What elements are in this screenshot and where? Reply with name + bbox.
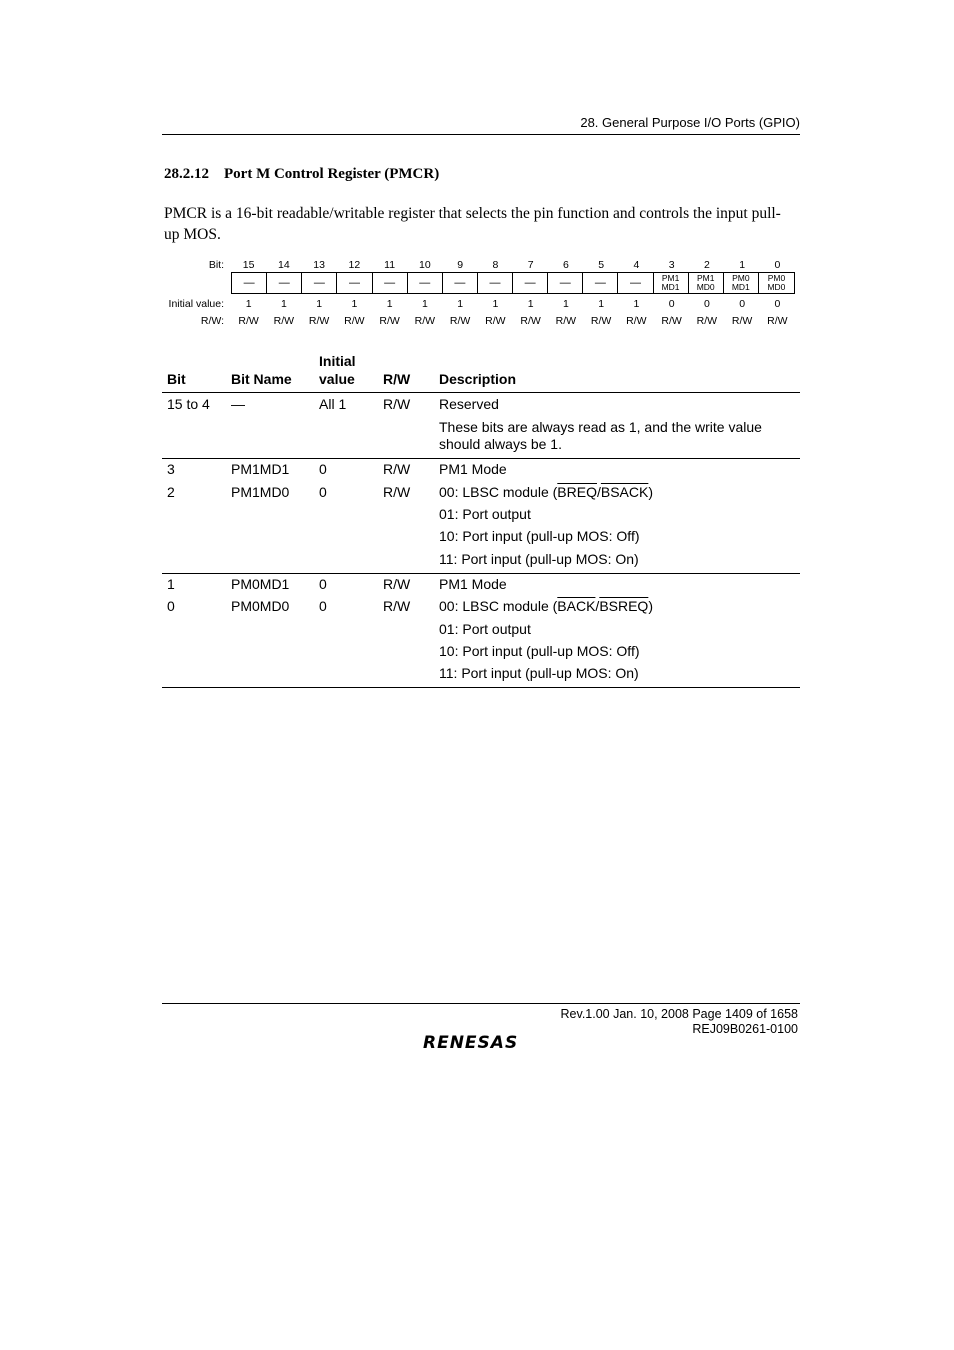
initial-11: 1 [386, 298, 393, 310]
rw-10: R/W [414, 315, 436, 327]
initial-3: 0 [668, 298, 675, 310]
initial-6: 1 [562, 298, 569, 310]
g2-desc-11: 11: Port input (pull-up MOS: On) [439, 551, 639, 567]
g2-r2-desc [439, 484, 653, 500]
rw-13: R/W [308, 315, 330, 327]
footer-revision: Rev.1.00 Jan. 10, 2008 Page 1409 of 1658 [560, 1007, 798, 1021]
initial-15: 1 [245, 298, 252, 310]
g3-r2-bit: 0 [167, 598, 175, 614]
rw-1: R/W [731, 315, 753, 327]
rw-8: R/W [485, 315, 506, 327]
rw-4: R/W [626, 315, 647, 327]
g2-desc-01: 01: Port output [439, 506, 531, 522]
g3-r1-bit: 1 [167, 576, 175, 592]
signal-breq: BREQ [557, 484, 597, 500]
col-header-bit-name: Bit Name [231, 371, 292, 387]
initial-8: 1 [492, 298, 499, 310]
initial-2: 0 [703, 298, 710, 310]
rw-9: R/W [449, 315, 471, 327]
bits-8: 8 [492, 259, 499, 271]
g3-desc-sep: / [595, 598, 600, 614]
register-bit-7: — [513, 273, 548, 293]
bit-numbers-row [231, 259, 795, 271]
bits-12: 12 [348, 259, 361, 271]
table-row-rule-2 [162, 573, 800, 574]
g1-rw: R/W [383, 396, 411, 412]
col-header-rw: R/W [383, 371, 411, 387]
g3-r2-initial: 0 [319, 598, 327, 614]
g3-r1-name: PM0MD1 [231, 576, 290, 592]
register-bit-10: — [408, 273, 443, 293]
rw-label: R/W: [200, 315, 224, 327]
footer-doc-number: REJ09B0261-0100 [692, 1022, 798, 1036]
g2-r1-initial: 0 [319, 461, 327, 477]
g1-bit-name: — [231, 396, 245, 412]
register-bit-11: — [373, 273, 408, 293]
col-header-value: value [319, 371, 355, 387]
initial-7: 1 [527, 298, 534, 310]
header-rule [162, 134, 800, 135]
initial-4: 1 [633, 298, 640, 310]
initial-values-row [231, 298, 795, 310]
register-bit-15: — [232, 273, 267, 293]
bits-5: 5 [598, 259, 605, 271]
running-header: 28. General Purpose I/O Ports (GPIO) [580, 115, 800, 130]
bits-10: 10 [419, 259, 431, 271]
bits-6: 6 [562, 259, 569, 271]
g2-r2-bit: 2 [167, 484, 175, 500]
initial-9: 1 [457, 298, 464, 310]
bits-13: 13 [313, 259, 325, 271]
initial-0: 0 [774, 298, 781, 310]
table-bottom-rule [162, 687, 800, 688]
rw-15: R/W [238, 315, 259, 327]
footer-rule [162, 1003, 800, 1004]
bits-14: 14 [278, 259, 290, 271]
bits-4: 4 [633, 259, 640, 271]
initial-value-label: Initial value: [168, 298, 224, 310]
initial-14: 1 [280, 298, 287, 310]
bits-7: 7 [527, 259, 534, 271]
g2-r1-desc: PM1 Mode [439, 461, 507, 477]
g2-r2-initial: 0 [319, 484, 327, 500]
g3-r2-name: PM0MD0 [231, 598, 290, 614]
renesas-logo: RENESAS [423, 1033, 519, 1053]
signal-bsack: BSACK [600, 484, 649, 500]
register-bit-2: PM1 MD0 [689, 273, 724, 293]
signal-back: BACK [557, 598, 596, 614]
rw-2: R/W [696, 315, 718, 327]
register-bit-6: — [548, 273, 583, 293]
g3-r2-desc [439, 598, 653, 614]
g1-desc-title: Reserved [439, 396, 499, 412]
g1-initial: All 1 [319, 396, 347, 412]
initial-1: 0 [739, 298, 746, 310]
g3-desc-post: ) [648, 598, 653, 614]
register-bit-boxes [231, 272, 795, 294]
g2-desc-10: 10: Port input (pull-up MOS: Off) [439, 528, 640, 544]
g3-r1-rw: R/W [383, 576, 411, 592]
register-bit-3: PM1 MD1 [654, 273, 689, 293]
g2-desc-pre: 00: LBSC module ( [439, 484, 558, 500]
register-bit-1: PM0 MD1 [724, 273, 759, 293]
g3-desc-10: 10: Port input (pull-up MOS: Off) [439, 643, 640, 659]
rw-6: R/W [555, 315, 577, 327]
g2-r1-bit: 3 [167, 461, 175, 477]
register-bit-8: — [478, 273, 513, 293]
g3-desc-01: 01: Port output [439, 621, 531, 637]
g2-desc-post: ) [648, 484, 654, 500]
bits-1: 1 [739, 259, 746, 271]
intro-paragraph: PMCR is a 16-bit readable/writable register that selects the pin function and controls the input pull-up MOS. [164, 205, 781, 243]
g2-r2-rw: R/W [383, 484, 411, 500]
bits-0: 0 [774, 259, 781, 271]
col-header-initial: Initial [319, 353, 356, 369]
register-bit-9: — [443, 273, 478, 293]
bits-3: 3 [668, 259, 675, 271]
register-bit-12: — [337, 273, 372, 293]
col-header-bit: Bit [167, 371, 186, 387]
initial-12: 1 [351, 298, 358, 310]
bits-11: 11 [384, 259, 396, 271]
rw-0: R/W [767, 315, 788, 327]
register-bit-5: — [583, 273, 618, 293]
initial-13: 1 [316, 298, 323, 310]
g2-r2-name: PM1MD0 [231, 484, 290, 500]
rw-11: R/W [379, 315, 400, 327]
rw-3: R/W [661, 315, 682, 327]
bits-2: 2 [703, 259, 710, 271]
rw-12: R/W [344, 315, 365, 327]
g1-bit: 15 to 4 [167, 396, 210, 412]
g2-r1-name: PM1MD1 [231, 461, 290, 477]
g2-r1-rw: R/W [383, 461, 411, 477]
bit-label: Bit: [208, 259, 224, 271]
register-bit-14: — [267, 273, 302, 293]
register-bit-4: — [618, 273, 653, 293]
section-heading [164, 166, 439, 183]
bits-15: 15 [242, 259, 255, 271]
register-bit-0: PM0 MD0 [767, 273, 786, 292]
initial-10: 1 [421, 298, 428, 310]
rw-5: R/W [590, 315, 612, 327]
bits-9: 9 [457, 259, 464, 271]
signal-bsreq: BSREQ [599, 598, 649, 614]
initial-5: 1 [598, 298, 605, 310]
table-row-rule-1 [162, 458, 800, 459]
section-title: Port M Control Register (PMCR) [224, 166, 440, 182]
g3-desc-pre: 00: LBSC module ( [439, 598, 558, 614]
g3-r2-rw: R/W [383, 598, 411, 614]
g3-desc-11: 11: Port input (pull-up MOS: On) [439, 665, 639, 681]
rw-7: R/W [520, 315, 541, 327]
rw-values-row [231, 315, 795, 327]
g3-r1-initial: 0 [319, 576, 327, 592]
g3-r1-desc: PM1 Mode [439, 576, 507, 592]
table-header-rule [162, 392, 800, 393]
g1-desc-body: These bits are always read as 1, and the write value should always be 1. [439, 419, 762, 452]
rw-14: R/W [273, 315, 295, 327]
section-number: 28.2.12 [164, 166, 209, 182]
col-header-description: Description [439, 371, 517, 387]
register-bit-13: — [302, 273, 337, 293]
g2-desc-sep: / [596, 484, 601, 500]
